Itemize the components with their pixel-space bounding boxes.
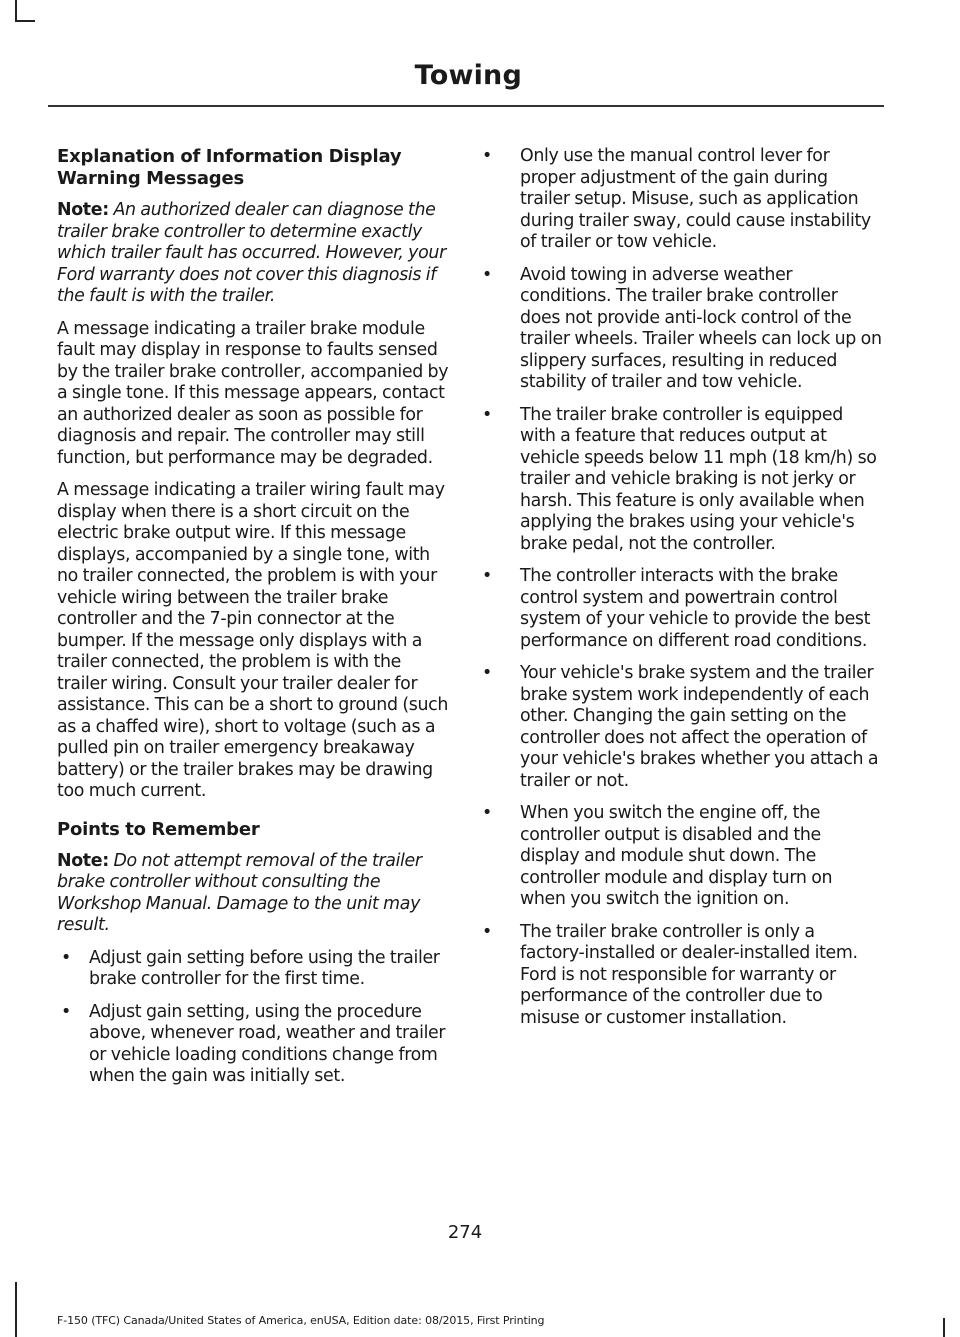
heading-points-to-remember: Points to Remember — [57, 818, 260, 840]
left-column — [57, 146, 449, 1099]
note-label: Note: — [57, 200, 109, 220]
list-item — [478, 566, 882, 652]
crop-mark-bottom-right — [943, 1318, 945, 1337]
note-removal-warning — [57, 851, 449, 937]
bullet-glyph: • — [482, 803, 492, 823]
list-item-text: Avoid towing in adverse weather conditions. The trailer brake controller does not provide anti-lock control of the trailer wheels. Trailer wheels can lock up on slippery surfaces, resulting in reduced stability of trailer and tow vehicle. — [520, 264, 882, 392]
list-item-text: The controller interacts with the brake control system and powertrain control system of your vehicle to provide the best performance on different road conditions. — [520, 566, 871, 651]
list-item — [478, 663, 882, 792]
list-item — [478, 922, 882, 1030]
bullet-glyph: • — [482, 921, 492, 942]
note-text: Do not attempt removal of the trailer brake controller without consulting the Workshop Manual. Damage to the unit may result. — [57, 850, 422, 935]
note-text: An authorized dealer can diagnose the trailer brake controller to determine exactly which trailer fault has occurred. However, your Ford warranty does not cover this diagnosis if the fault is with the trailer. — [57, 200, 446, 306]
section-title: Towing — [414, 60, 522, 91]
note-label: Note: — [57, 850, 109, 871]
edition-footer: F-150 (TFC) Canada/United States of America, enUSA, Edition date: 08/2015, First Printing — [57, 1314, 545, 1327]
bullet-glyph: • — [482, 663, 492, 683]
bullet-list-right — [478, 146, 882, 1029]
crop-mark-bottom-left — [15, 1282, 17, 1337]
list-item-text: The trailer brake controller is only a factory-installed or dealer-installed item. Ford is not responsible for warranty or performance of the controller due to misuse or customer installation. — [520, 921, 858, 1028]
list-item-text: Adjust gain setting before using the trailer brake controller for the first time. — [89, 947, 440, 989]
right-column — [478, 146, 882, 1040]
list-item-text: Adjust gain setting, using the procedure above, whenever road, weather and trailer or vehicle loading conditions change from when the gain was initially set. — [89, 1001, 446, 1086]
crop-mark-top-left-vertical — [15, 0, 17, 22]
bullet-glyph: • — [482, 404, 492, 425]
list-item — [57, 948, 449, 991]
list-item — [478, 405, 882, 556]
heading-warning-messages: Explanation of Information Display Warning Messages — [57, 146, 402, 189]
bullet-glyph: • — [482, 264, 492, 285]
bullet-glyph: • — [482, 566, 492, 586]
bullet-list-left — [57, 948, 449, 1088]
list-item — [478, 265, 882, 394]
header-divider — [48, 105, 884, 107]
bullet-glyph: • — [61, 1001, 71, 1022]
list-item — [57, 1002, 449, 1088]
list-item — [478, 803, 882, 911]
list-item-text: The trailer brake controller is equipped with a feature that reduces output at vehicle speeds below 11 mph (18 km/h) so trailer and vehicle braking is not jerky or harsh. This feature is only available when applying the brakes using your vehicle's brake pedal, not the controller. — [520, 404, 877, 554]
list-item — [478, 146, 882, 254]
list-item-text: Only use the manual control lever for proper adjustment of the gain during trailer setup. Misuse, such as application during trailer sway, could cause instability of trailer or tow vehicle. — [520, 146, 871, 252]
crop-mark-top-left-horizontal — [15, 20, 35, 22]
paragraph-module-fault: A message indicating a trailer brake module fault may display in response to faults sensed by the trailer brake controller, accompanied by a single tone. If this message appears, contact an authorized dealer as soon as possible for diagnosis and repair. The controller may still function, but performance may be degraded. — [57, 318, 449, 468]
page-number: 274 — [447, 1222, 483, 1243]
list-item-text: Your vehicle's brake system and the trailer brake system work independently of each other. Changing the gain setting on the controller does not affect the operation of your vehicle's brakes whether you attach a trailer or not. — [520, 663, 879, 791]
note-dealer-diagnosis — [57, 200, 449, 308]
paragraph-wiring-fault: A message indicating a trailer wiring fault may display when there is a short circuit on the electric brake output wire. If this message displays, accompanied by a single tone, with no trailer connected, the problem is with your vehicle wiring between the trailer brake controller and the 7-pin connector at the bumper. If the message only displays with a trailer connected, the problem is with the trailer wiring. Consult your trailer dealer for assistance. This can be a short to ground (such as a chaffed wire), short to voltage (such as a pulled pin on trailer emergency breakaway battery) or the trailer brakes may be drawing too much current. — [57, 480, 449, 801]
list-item-text: When you switch the engine off, the controller output is disabled and the display and module shut down. The controller module and display turn on when you switch the ignition on. — [520, 803, 833, 909]
bullet-glyph: • — [482, 146, 492, 166]
bullet-glyph: • — [61, 947, 71, 968]
